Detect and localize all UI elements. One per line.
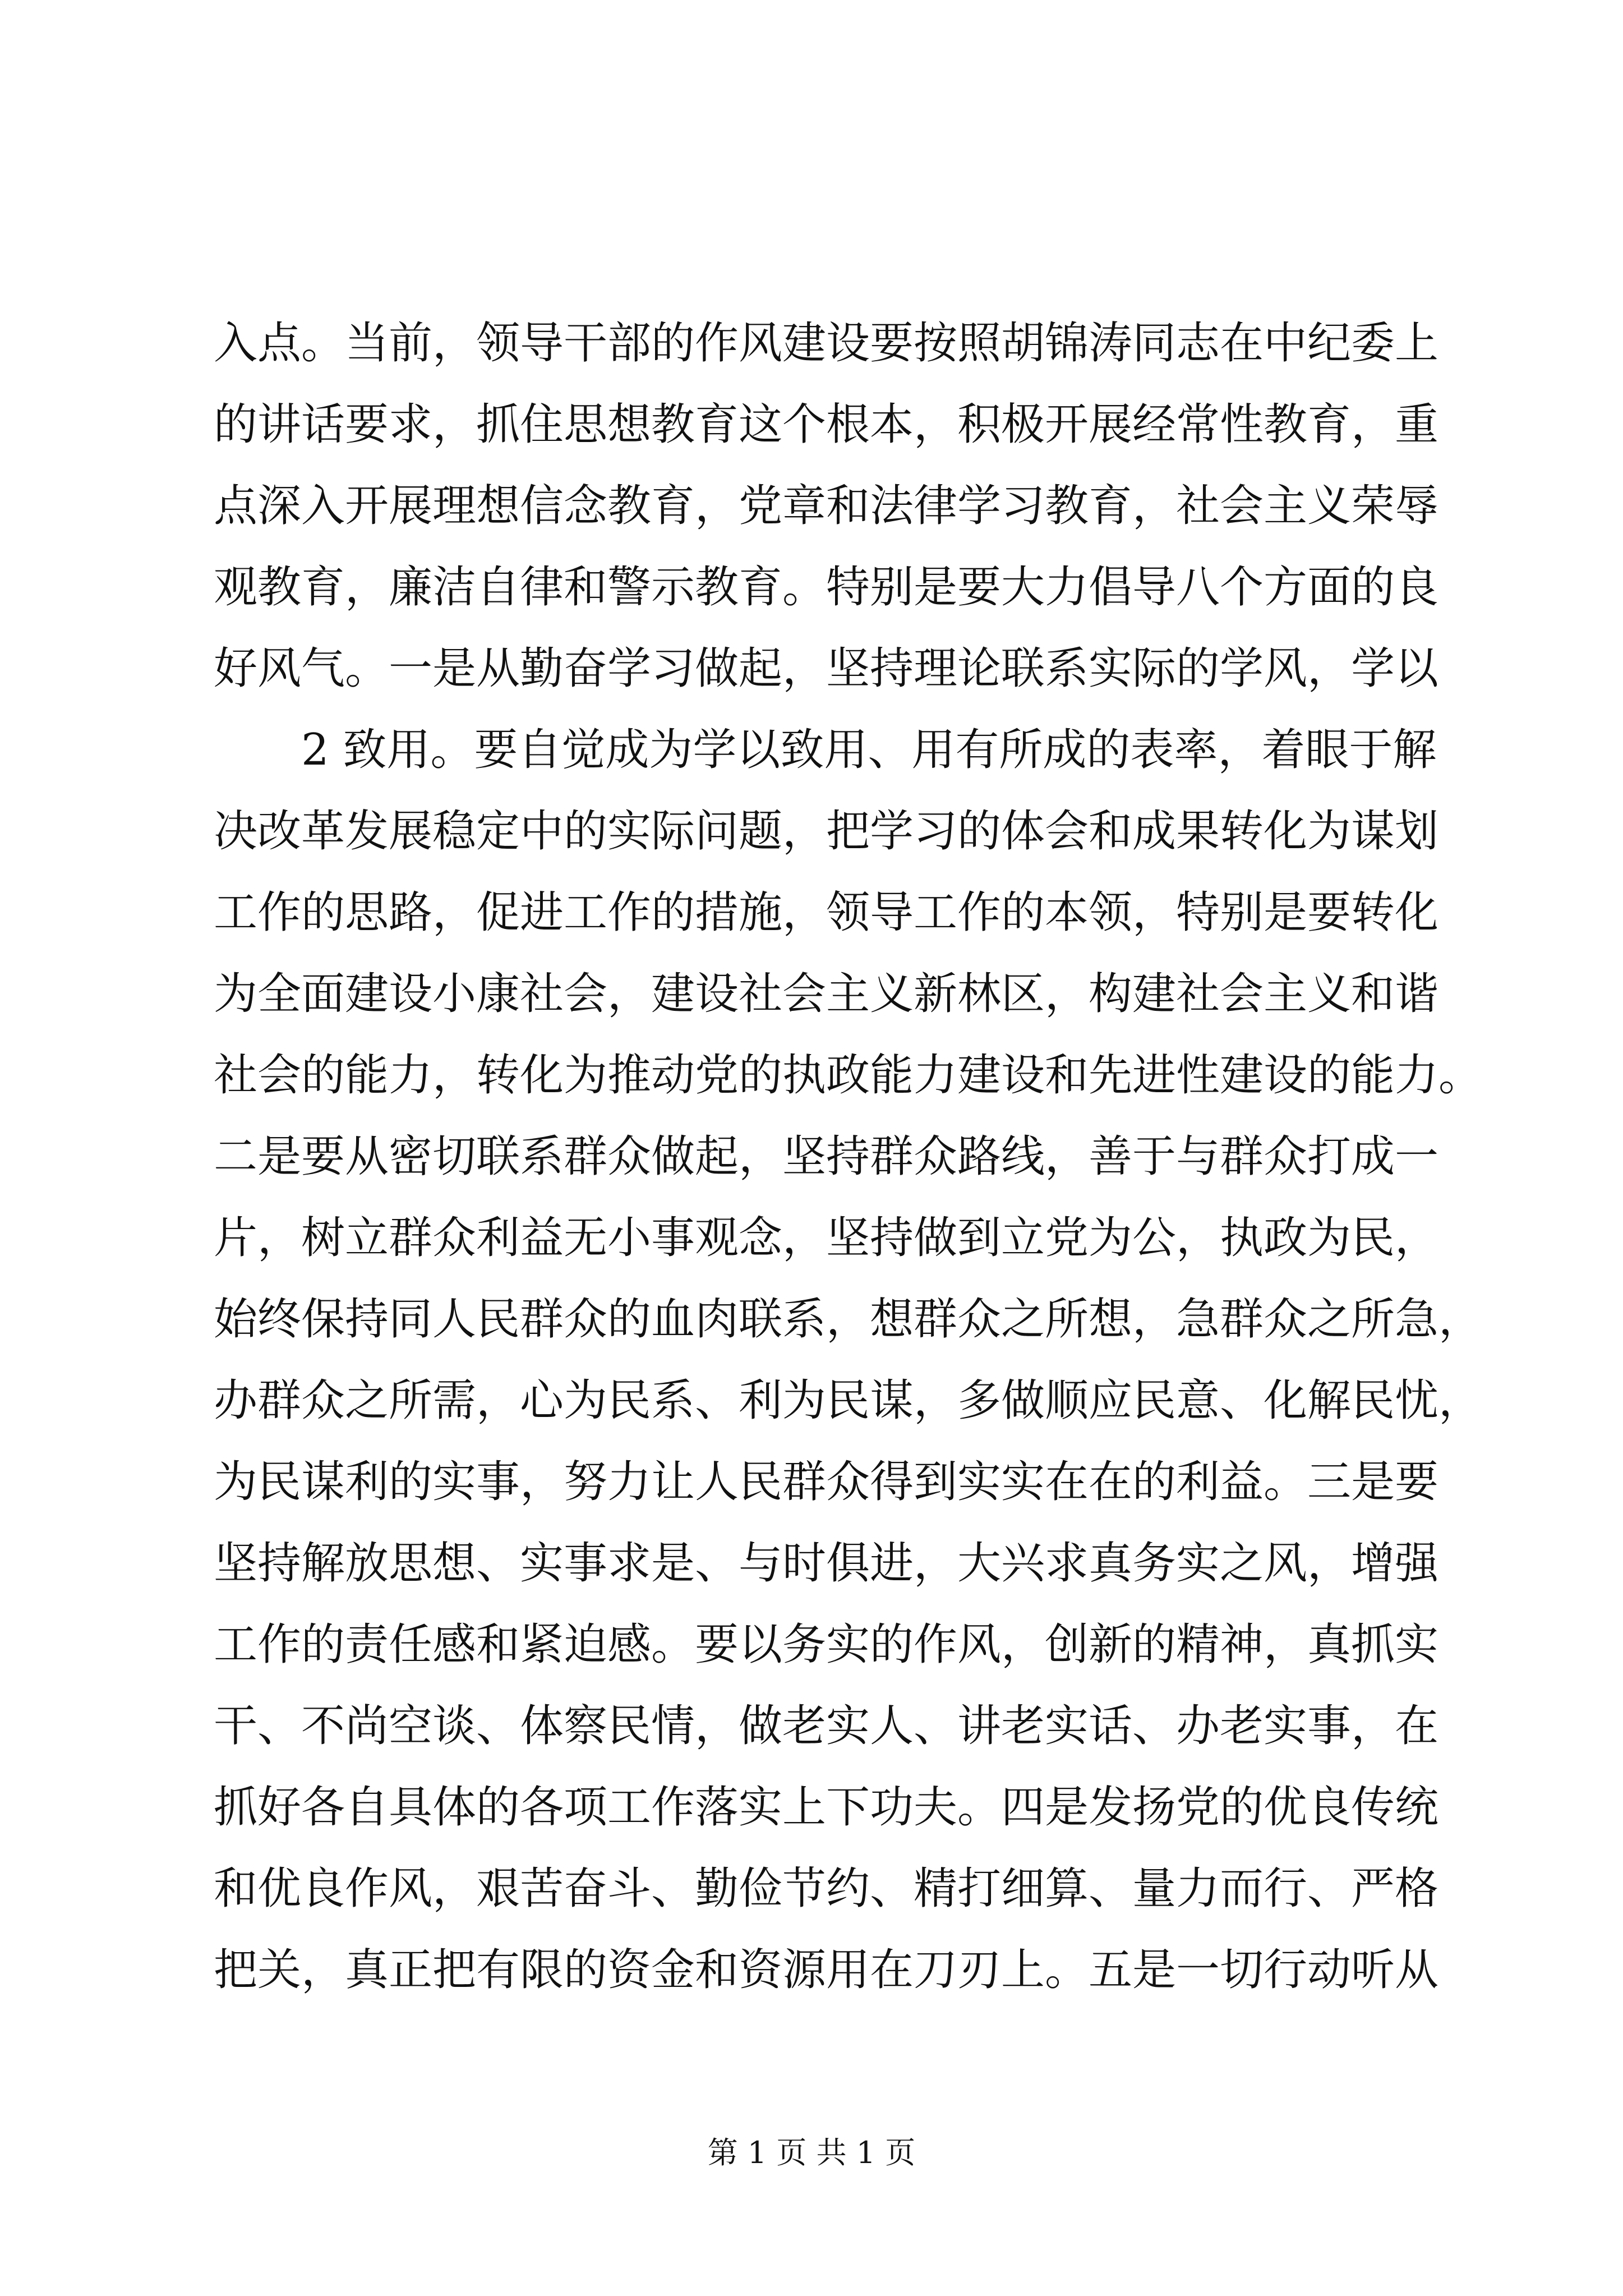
body-text [214,303,1483,2011]
text-line-8: 工作的思路，促进工作的措施，领导工作的本领，特别是要转化 [214,887,1439,938]
text-line-18: 干、不尚空谈、体察民情，做老实人、讲老实话、办老实事，在 [214,1701,1439,1751]
text-line-11: 二是要从密切联系群众做起，坚持群众路线，善于与群众打成一 [214,1131,1439,1182]
page-number-label: 第 1 页 共 1 页 [707,2135,916,2170]
text-line-5: 好风气。一是从勤奋学习做起，坚持理论联系实际的学风，学以 [214,643,1439,694]
text-line-20: 和优良作风，艰苦奋斗、勤俭节约、精打细算、量力而行、严格 [214,1864,1439,1914]
text-line-10: 社会的能力，转化为推动党的执政能力建设和先进性建设的能力。 [214,1050,1483,1101]
text-line-3: 点深入开展理想信念教育，党章和法律学习教育，社会主义荣辱 [214,481,1439,531]
text-line-14: 办群众之所需，心为民系、利为民谋，多做顺应民意、化解民忧， [214,1375,1483,1426]
text-line-13: 始终保持同人民群众的血肉联系，想群众之所想，急群众之所急， [214,1294,1483,1345]
text-line-21: 把关，真正把有限的资金和资源用在刀刃上。五是一切行动听从 [214,1945,1439,1995]
text-line-6: 2 致用。要自觉成为学以致用、用有所成的表率，着眼于解 [301,725,1437,775]
text-line-2: 的讲话要求，抓住思想教育这个根本，积极开展经常性教育，重 [214,399,1439,450]
text-line-1: 入点。当前，领导干部的作风建设要按照胡锦涛同志在中纪委上 [214,318,1439,369]
text-line-9: 为全面建设小康社会，建设社会主义新林区，构建社会主义和谐 [214,969,1439,1019]
page-footer [0,2129,1623,2172]
text-line-16: 坚持解放思想、实事求是、与时俱进，大兴求真务实之风，增强 [214,1538,1439,1589]
text-line-17: 工作的责任感和紧迫感。要以务实的作风，创新的精神，真抓实 [214,1619,1439,1670]
text-line-19: 抓好各自具体的各项工作落实上下功夫。四是发扬党的优良传统 [214,1782,1439,1833]
text-line-12: 片，树立群众利益无小事观念，坚持做到立党为公，执政为民， [214,1213,1439,1263]
text-line-7: 决改革发展稳定中的实际问题，把学习的体会和成果转化为谋划 [214,806,1439,857]
text-line-4: 观教育，廉洁自律和警示教育。特别是要大力倡导八个方面的良 [214,562,1439,613]
text-line-15: 为民谋利的实事，努力让人民群众得到实实在在的利益。三是要 [214,1457,1439,1507]
